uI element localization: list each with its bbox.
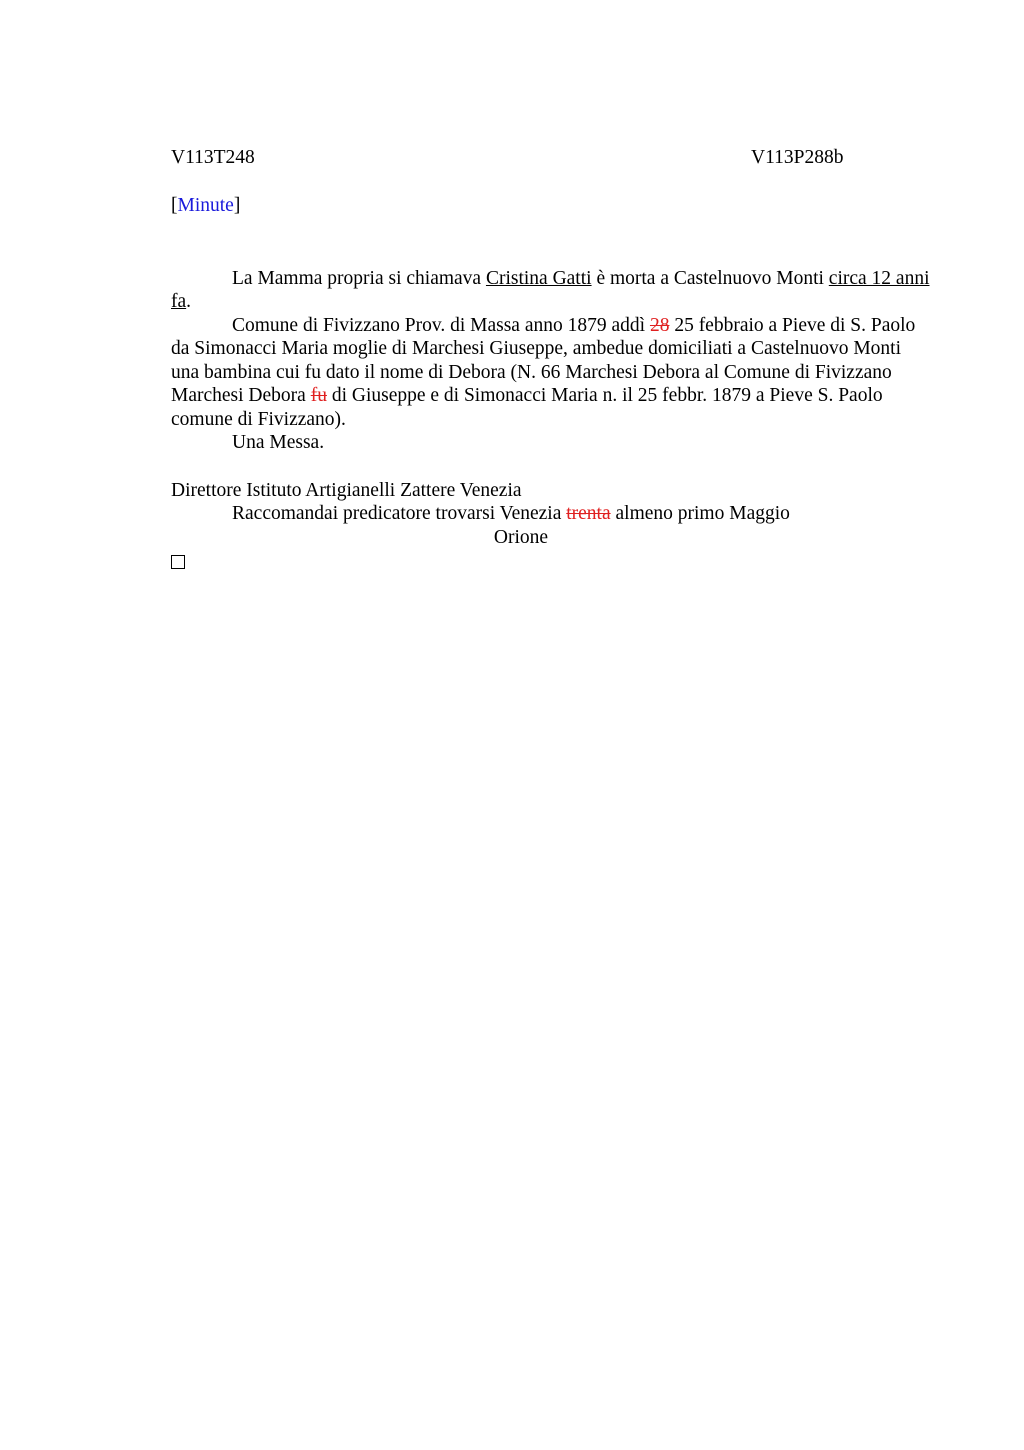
address-line: Direttore Istituto Artigianelli Zattere Venezia — [171, 479, 522, 501]
end-marker — [171, 549, 931, 576]
signature: Orione — [493, 526, 549, 548]
text-run: di Giuseppe e di Simonacci Maria n. il 25 febbr. 1879 a Pieve S. Paolo comune di Fivizzano). — [171, 385, 883, 430]
right-reference-code: V113P288b — [751, 147, 844, 168]
text-run: Comune di Fivizzano Prov. di Massa anno 1879 addì — [232, 314, 650, 336]
document-header — [171, 146, 931, 170]
text-run: è morta a Castelnuovo Monti — [591, 267, 829, 289]
paragraph-mass: Una Messa. — [232, 432, 325, 453]
square-box-icon — [171, 555, 185, 569]
struck-text: trenta — [566, 503, 611, 524]
underlined-name: Cristina Gatti — [485, 267, 592, 289]
text-run: Raccomandai predicatore trovarsi Venezia — [232, 503, 567, 524]
telegram-message — [171, 502, 931, 526]
text-run: . — [186, 291, 192, 312]
close-bracket: ] — [233, 195, 241, 216]
struck-text: fu — [310, 385, 327, 406]
underlined-time: circa 12 anni fa — [171, 267, 930, 312]
open-bracket: [ — [171, 195, 178, 216]
struck-text: 28 — [649, 314, 670, 336]
paragraph-birth-record — [171, 314, 931, 432]
text-run: 25 febbraio a Pieve di S. Paolo da Simonacci Maria moglie di Marchesi Giuseppe, ambedue domiciliati a Castelnuovo Monti una bambina cui fu dato il nome di Debora (N. 66 Marchesi Debora al Comune di Fivizzano Marchesi Debora — [171, 314, 916, 406]
document-page — [171, 146, 931, 576]
minute-label — [171, 194, 931, 218]
text-run: almeno primo Maggio — [610, 503, 790, 524]
minute-link[interactable]: Minute — [177, 195, 234, 216]
paragraph-mother — [171, 267, 931, 314]
left-reference-code: V113T248 — [171, 147, 255, 168]
text-run: La Mamma propria si chiamava — [232, 267, 486, 289]
spacer — [171, 455, 931, 479]
